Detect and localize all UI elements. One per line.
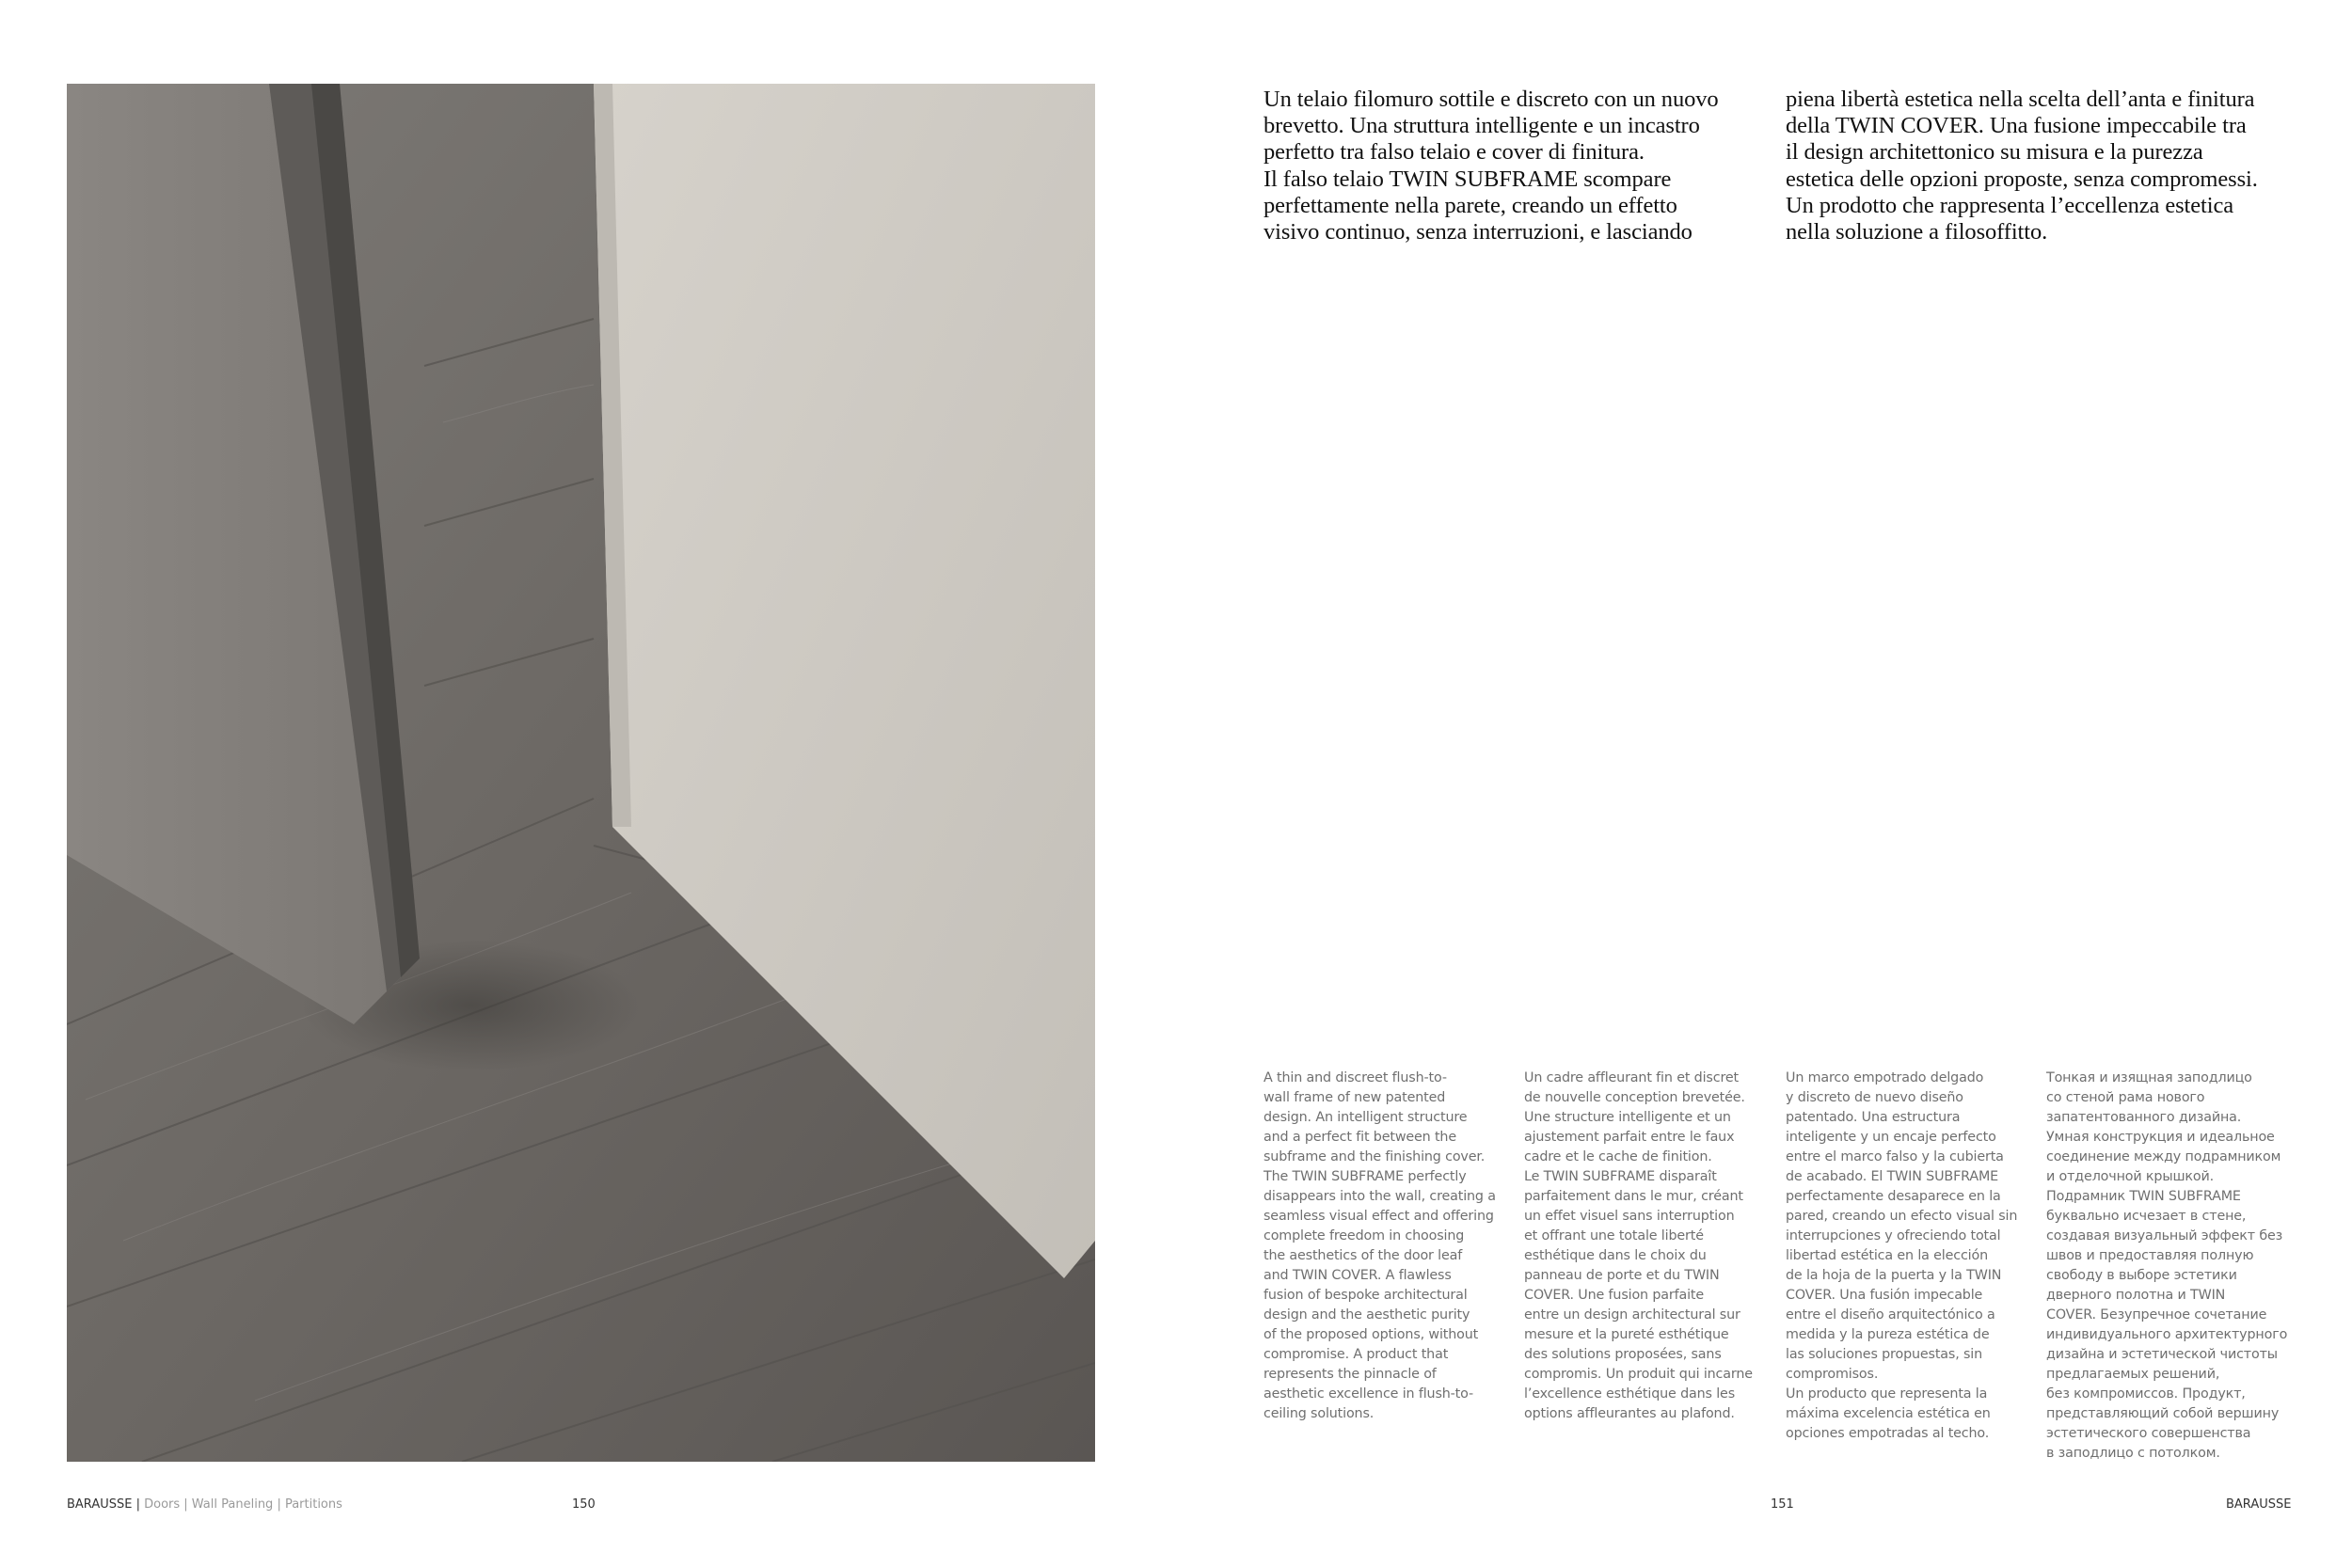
- door-corner-photo: [67, 84, 1095, 1462]
- text-english: A thin and discreet flush-to- wall frame of new patented design. An intelligent structure and a perfect fit between the subframe and the finishing cover. The TWIN SUBFRAME perfectly disappears into the wall, creating a seamless visual effect and offering complete freedom in choosing the aesthetics of the door leaf and TWIN COVER. A flawless fusion of bespoke architectural design and the aesthetic purity of the proposed options, without compromise. A product that represents the pinnacle of aesthetic excellence in flush-to- ceiling solutions.: [1263, 1070, 1496, 1421]
- text-french: Un cadre affleurant fin et discret de nouvelle conception brevetée. Une structure intelligente et un ajustement parfait entre le faux cadre et le cache de finition. Le TWIN SUBFRAME disparaît parfaitement dans le mur, créant un effet visuel sans interruption et offrant une totale liberté esthétique dans le choix du panneau de porte et du TWIN COVER. Une fusion parfaite entre un design architectural sur mesure et la pureté esthétique des solutions proposées, sans compromis. Un produit qui incarne l’excellence esthétique dans les options affleurantes au plafond.: [1524, 1070, 1753, 1421]
- intro-italian-col1: Un telaio filomuro sottile e discreto con un nuovo brevetto. Una struttura intelligente e un incastro perfetto tra falso telaio e cover di finitura. Il falso telaio TWIN SUBFRAME scompare perfettamente nella parete, creando un effetto visivo continuo, senza interruzioni, e lasciando: [1263, 87, 1719, 245]
- page-number-left: 150: [572, 1497, 596, 1512]
- footer-brand-right: BARAUSSE: [2226, 1497, 2292, 1512]
- footer-categories: Doors | Wall Paneling | Partitions: [144, 1497, 342, 1512]
- text-spanish: Un marco empotrado delgado y discreto de nuevo diseño patentado. Una estructura inteligente y un encaje perfecto entre el marco falso y la cubierta de acabado. El TWIN SUBFRAME perfectamente desaparece en la pared, creando un efecto visual sin interrupciones y ofreciendo total libertad estética en la elección de la hoja de la puerta y la TWIN COVER. Una fusión impecable entre el diseño arquitectónico a medida y la pureza estética de las soluciones propuestas, sin compromisos. Un producto que representa la máxima excelencia estética en opciones empotradas al techo.: [1786, 1070, 2018, 1441]
- intro-italian-col2: piena libertà estetica nella scelta dell’anta e finitura della TWIN COVER. Una fusione impeccabile tra il design architettonico su misura e la purezza estetica delle opzioni proposte, senza compromessi. Un prodotto che rappresenta l’eccellenza estetica nella soluzione a filosoffitto.: [1786, 87, 2258, 245]
- page-number-right: 151: [1771, 1497, 1794, 1512]
- footer-brand-left: BARAUSSE: [67, 1497, 133, 1512]
- photo-illustration: [67, 84, 1095, 1462]
- footer-left: [67, 1497, 342, 1512]
- text-russian: Тонкая и изящная заподлицо со стеной рама нового запатентованного дизайна. Умная конструкция и идеальное соединение между подрамником и отделочной крышкой. Подрамник TWIN SUBFRAME буквально исчезает в стене, создавая визуальный эффект без швов и предоставляя полную свободу в выборе эстетики дверного полотна и TWIN COVER. Безупречное сочетание индивидуального архитектурного дизайна и эстетической чистоты предлагаемых решений, без компромиссов. Продукт, представляющий собой вершину эстетического совершенства в заподлицо с потолком.: [2046, 1070, 2288, 1461]
- footer-separator: |: [132, 1497, 145, 1512]
